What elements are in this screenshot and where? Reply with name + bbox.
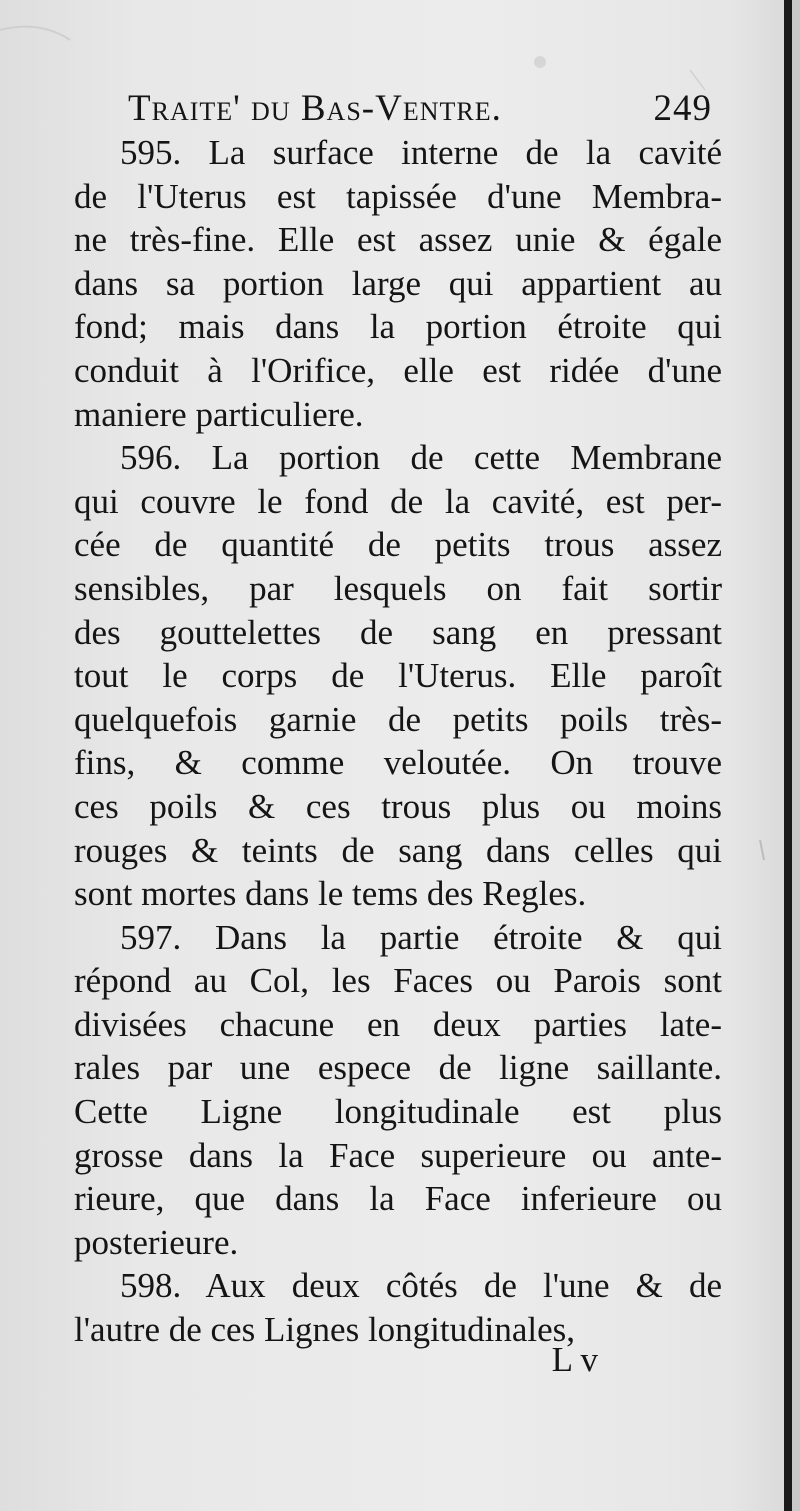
text-line: conduit à l'Orifice, elle est ridée d'une bbox=[74, 350, 722, 390]
page-edge bbox=[784, 0, 792, 1511]
text-line: sont mortes dans le tems des Regles. bbox=[74, 874, 587, 914]
text-line: fond; mais dans la portion étroite qui bbox=[74, 307, 722, 347]
catchword: L v bbox=[551, 1340, 598, 1379]
text-line: des gouttelettes de sang en pressant bbox=[74, 612, 722, 652]
text-line: Cette Ligne longitudinale est plus bbox=[74, 1092, 722, 1132]
text-block bbox=[74, 131, 722, 1352]
text-line: 596. La portion de cette Membrane bbox=[120, 438, 722, 478]
text-line: l'autre de ces Lignes longitudinales, bbox=[74, 1310, 576, 1350]
page-header bbox=[128, 84, 712, 134]
text-line: fins, & comme veloutée. On trouve bbox=[74, 743, 722, 783]
text-line: rouges & teints de sang dans celles qui bbox=[74, 830, 722, 870]
text-line: dans sa portion large qui appartient au bbox=[74, 263, 722, 303]
text-line: 595. La surface interne de la cavité bbox=[120, 133, 722, 172]
text-line: grosse dans la Face superieure ou ante- bbox=[74, 1135, 722, 1175]
text-line: divisées chacune en deux parties late- bbox=[74, 1004, 722, 1044]
page-number: 249 bbox=[653, 88, 712, 129]
text-line: quelquefois garnie de petits poils très- bbox=[74, 699, 722, 739]
text-line: tout le corps de l'Uterus. Elle paroît bbox=[74, 656, 722, 696]
text-line: qui couvre le fond de la cavité, est per- bbox=[74, 481, 722, 521]
text-line: de l'Uterus est tapissée d'une Membra- bbox=[74, 176, 722, 216]
text-line: cée de quantité de petits trous assez bbox=[74, 525, 722, 565]
text-line: répond au Col, les Faces ou Parois sont bbox=[74, 961, 722, 1001]
text-line: posterieure. bbox=[74, 1222, 239, 1262]
text-line: maniere particuliere. bbox=[74, 394, 364, 434]
text-line: 597. Dans la partie étroite & qui bbox=[120, 917, 722, 957]
text-line: rieure, que dans la Face inferieure ou bbox=[74, 1179, 722, 1219]
text-line: rales par une espece de ligne saillante. bbox=[74, 1048, 722, 1088]
text-line: 598. Aux deux côtés de l'une & de bbox=[120, 1266, 722, 1306]
text-line: ces poils & ces trous plus ou moins bbox=[74, 786, 722, 826]
running-title: Traite' du Bas-Ventre. bbox=[128, 88, 502, 129]
text-line: sensibles, par lesquels on fait sortir bbox=[74, 568, 722, 608]
text-line: ne très-fine. Elle est assez unie & égale bbox=[74, 220, 722, 260]
